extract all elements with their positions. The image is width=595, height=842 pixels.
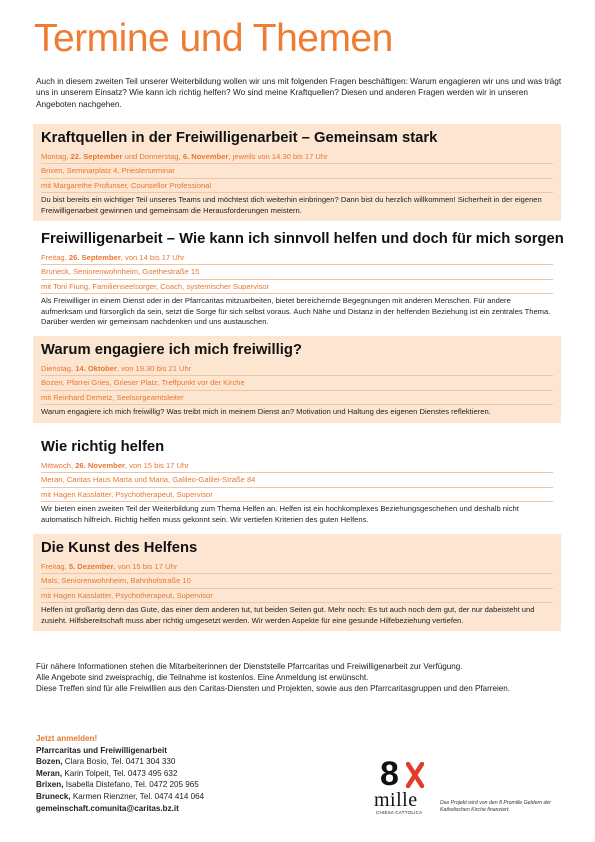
logo-word: mille — [374, 789, 418, 811]
event-description: Als Freiwilliger in einem Dienst oder in der Pfarrcaritas mitzuarbeiten, bietet bereichernde Begegnungen mit anderen Menschen. Für andere aufmerksam und fürsorglich da sein, setzt die Sorge für sich selbst voraus. Auch Nähe und Distanz in der helfenden Beziehung ist ein zentrales Thema. Darüber werden wir gemeinsam nachdenken und uns austauschen. — [41, 296, 551, 327]
event-date: Montag, 22. September und Donnerstag, 6. November, jeweils von 14.30 bis 17 Uhr — [41, 150, 553, 164]
event-place: Meran, Caritas Haus Marta und Maria, Galileo-Galilei-Straße 84 — [41, 473, 553, 487]
event-card — [33, 534, 561, 631]
contact-org: Pfarrcaritas und Freiwilligenarbeit — [36, 745, 167, 755]
event-speaker: mit Margarethe Profunser, Counsellor Professional — [41, 179, 553, 193]
contact-block — [36, 733, 356, 814]
contact-entry: Bruneck, Karmen Rienzner, Tel. 0474 414 064 — [36, 791, 205, 801]
event-date: Dienstag, 14. Oktober, von 19.30 bis 21 Uhr — [41, 362, 553, 376]
event-title: Warum engagiere ich mich freiwillig? — [41, 342, 302, 358]
event-description: Warum engagiere ich mich freiwillig? Was treibt mich in meinem Dienst an? Motivation und Haltung des eigenen Dienstes reflektieren. — [41, 407, 491, 417]
outro-line: Diese Treffen sind für alle Freiwillien aus den Caritas-Diensten und Projekten, sowie aus den Pfarrcaritasgruppen und den Pfarreien. — [36, 684, 511, 694]
event-title: Kraftquellen in der Freiwilligenarbeit – Gemeinsam stark — [41, 130, 438, 146]
event-card — [33, 124, 561, 221]
register-cta: Jetzt anmelden! — [36, 734, 98, 743]
logo-sub: CHIESA CATTOLICA — [376, 810, 423, 815]
contact-entry: Brixen, Isabella Distefano, Tel. 0472 205 965 — [36, 780, 199, 790]
outro-text — [36, 661, 566, 695]
contact-entry: Bozen, Clara Bosio, Tel. 0471 304 330 — [36, 757, 176, 767]
event-description: Du bist bereits ein wichtiger Teil unseres Teams und möchtest dich weiterhin einbringen? Dann bist du herzlich willkommen! Sicherheit in der eigenen Freiwilligenarbeit gewinnen und gemeinsam die Herausforderungen meistern. — [41, 195, 542, 215]
event-title: Wie richtig helfen — [41, 439, 165, 455]
event-place: Brixen, Seminarplatz 4, Priesterseminar — [41, 164, 553, 178]
event-place: Mals, Seniorenwohnheim, Bahnhofstraße 10 — [41, 574, 553, 588]
contact-entry: Meran, Karin Tolpeit, Tel. 0473 495 632 — [36, 768, 178, 778]
event-card — [33, 433, 561, 530]
funding-note: Das Projekt wird von den 8 Promille Geldern der Katholischen Kirche finanziert. — [440, 800, 552, 813]
event-card — [33, 225, 564, 333]
event-place: Bruneck, Seniorenwohnheim, Goethestraße 15 — [41, 265, 553, 279]
event-date: Mittwoch, 26. November, von 15 bis 17 Uhr — [41, 459, 553, 473]
event-title: Die Kunst des Helfens — [41, 540, 198, 556]
event-date: Freitag, 26. September, von 14 bis 17 Uhr — [41, 251, 553, 265]
event-speaker: mit Toni Fiung, Familienseelsorger, Coach, systemischer Supervisor — [41, 280, 553, 294]
event-speaker: mit Hagen Kasslatter, Psychotherapeut, Supervisor — [41, 589, 553, 603]
outro-line: Alle Angebote sind zweisprachig, die Teilnahme ist kostenlos. Eine Anmeldung ist erwünscht. — [36, 673, 369, 683]
event-description: Wir bieten einen zweiten Teil der Weiterbildung zum Thema Helfen an. Helfen ist ein hochkomplexes Beziehungsgeschehen und deshalb nicht automatisch hilfreich. Richtig helfen muss gekonnt sein. Wir vertiefen Kriterien des guten Helfens. — [41, 504, 519, 524]
contact-email[interactable]: gemeinschaft.comunita@caritas.bz.it — [36, 803, 179, 813]
otto-per-mille-logo — [372, 755, 434, 815]
intro-text: Auch in diesem zweiten Teil unserer Weiterbildung wollen wir uns mit folgenden Fragen beschäftigen: Warum engagieren wir uns und was trägt uns in unserem Einsatz? Wie kann ich richtig helfen? Wo sind meine Kraftquellen? Diesen und anderen Fragen werden wir in unseren Angeboten nachgehen. — [36, 76, 562, 109]
event-card — [33, 336, 561, 423]
event-speaker: mit Reinhard Demetz, Seelsorgeamtsleiter — [41, 391, 553, 405]
logo-x-icon — [406, 762, 424, 788]
page-title: Termine und Themen — [34, 17, 393, 60]
logo-number: 8 — [380, 755, 399, 793]
event-date: Freitag, 5. Dezember, von 15 bis 17 Uhr — [41, 560, 553, 574]
event-place: Bozen, Pfarrei Gries, Grieser Platz, Treffpunkt vor der Kirche — [41, 376, 553, 390]
outro-line: Für nähere Informationen stehen die Mitarbeiterinnen der Dienststelle Pfarrcaritas und Freiwilligenarbeit zur Verfügung. — [36, 662, 463, 671]
event-description: Helfen ist großartig denn das Gute, das einer dem anderen tut, tut beiden Seiten gut. Mehr noch: Es tut auch noch dem gut, der nur dabeisteht und zusieht. Hilfsbereitschaft muss aber richtig umgesetzt werden. Wir werden Aspekte für eine gesunde Hilfebeziehung vertiefen. — [41, 605, 535, 625]
event-title: Freiwilligenarbeit – Wie kann ich sinnvoll helfen und doch für mich sorgen — [41, 231, 564, 247]
event-speaker: mit Hagen Kasslatter, Psychotherapeut, Supervisor — [41, 488, 553, 502]
